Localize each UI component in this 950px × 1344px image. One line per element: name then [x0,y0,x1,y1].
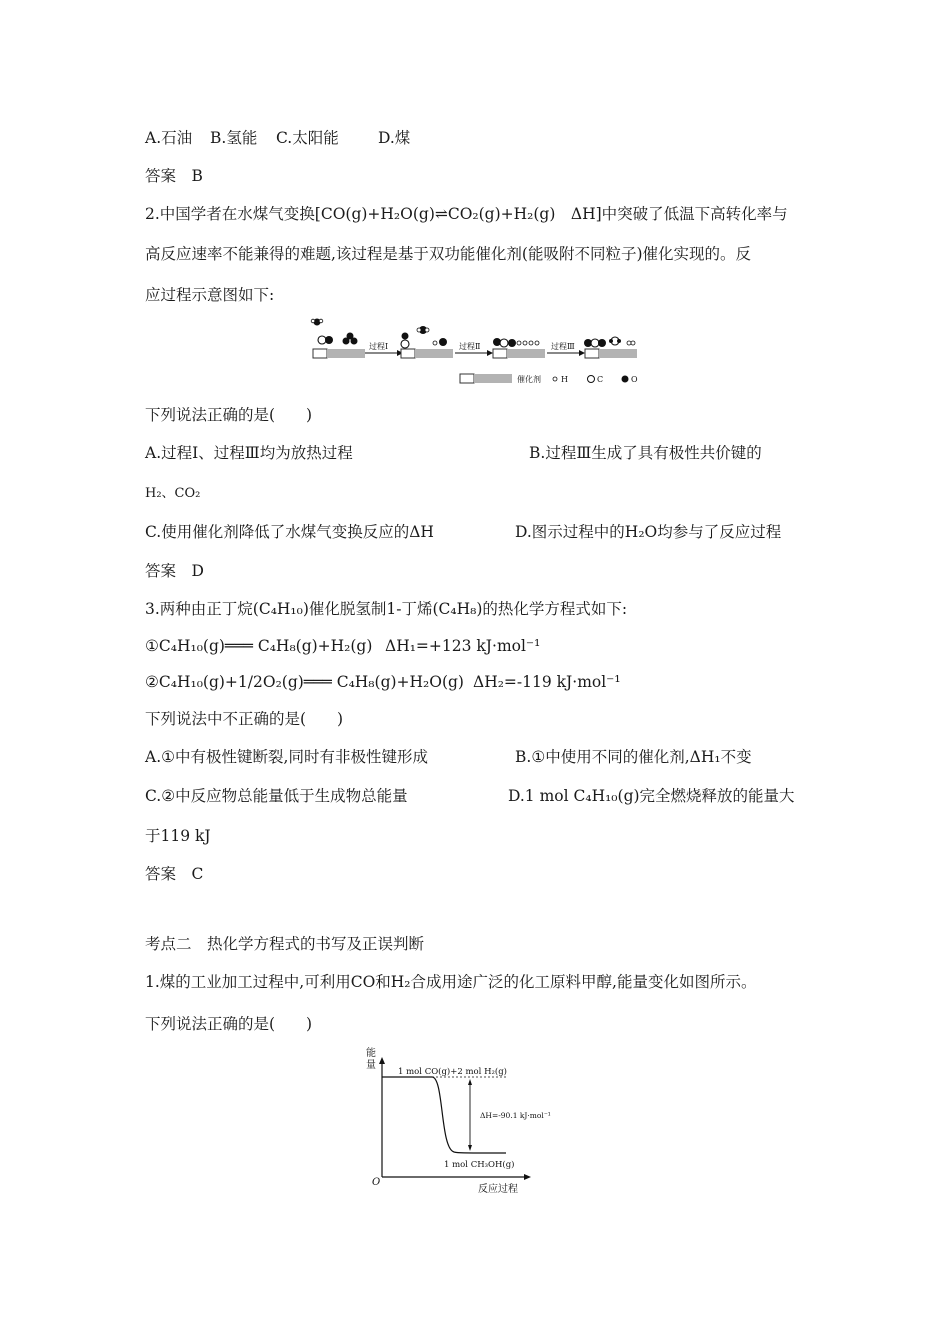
q3-equation-2-dh: ΔH₂=-119 kJ·mol⁻¹ [473,673,621,691]
legend-h-label: H [561,375,568,384]
legend-catalyst-swatch [460,374,474,383]
q2-answer: 答案 D [145,562,204,580]
q2-stem-line1: 2.中国学者在水煤气变换[CO(g)+H₂O(g)⇌CO₂(g)+H₂(g) ΔH]中突破了低温下高转化率与 [145,205,788,223]
process1-label: 过程Ⅰ [369,342,389,351]
q2-option-c: C.使用催化剂降低了水煤气变换反应的ΔH [145,523,434,541]
q2-option-b-line2: H₂、CO₂ [145,486,201,501]
prev-option-a: A.石油 [145,129,193,147]
product-label: 1 mol CH₃OH(g) [444,1160,515,1170]
section2-heading: 考点二 热化学方程式的书写及正误判断 [145,935,425,953]
legend-c-label: C [597,375,604,384]
q2-option-b-line1: B.过程Ⅲ生成了具有极性共价键的 [529,444,762,462]
q3-equation-1: ①C₄H₁₀(g)═══ C₄H₈(g)+H₂(g) [145,637,373,655]
y-axis-label-1: 能 [366,1048,376,1059]
q2-prompt: 下列说法正确的是( ) [145,406,313,424]
prev-option-c: C.太阳能 [276,129,339,147]
process2-label: 过程Ⅱ [459,342,481,351]
q3-option-c: C.②中反应物总能量低于生成物总能量 [145,787,408,805]
q3-prompt: 下列说法中不正确的是( ) [145,710,344,728]
x-axis-label: 反应过程 [478,1184,518,1195]
q3-equation-2: ②C₄H₁₀(g)+1/2O₂(g)═══ C₄H₈(g)+H₂O(g) [145,673,464,691]
process3-label: 过程Ⅲ [551,342,575,351]
origin-label: O [372,1177,381,1188]
prev-answer: 答案 B [145,167,203,185]
q3-equation-1-dh: ΔH₁=+123 kJ·mol⁻¹ [385,637,541,655]
q3-option-b: B.①中使用不同的催化剂,ΔH₁不变 [515,748,752,766]
reaction-process-figure [305,318,650,390]
q2-option-d: D.图示过程中的H₂O均参与了反应过程 [515,523,782,541]
section2-q1-prompt: 下列说法正确的是( ) [145,1015,313,1033]
q3-option-d-line2: 于119 kJ [145,827,211,845]
reactant-label: 1 mol CO(g)+2 mol H₂(g) [398,1067,507,1077]
legend-catalyst-label: 催化剂 [517,375,541,384]
q3-option-a: A.①中有极性键断裂,同时有非极性键形成 [145,748,428,766]
q2-option-a: A.过程Ⅰ、过程Ⅲ均为放热过程 [145,444,353,462]
c-atom-icon [318,336,326,344]
q3-stem: 3.两种由正丁烷(C₄H₁₀)催化脱氢制1-丁烯(C₄H₈)的热化学方程式如下: [145,600,628,618]
legend-o-label: O [631,375,638,384]
legend-h-icon [553,377,557,381]
y-axis-label-2: 量 [366,1060,376,1071]
energy-diagram [360,1040,600,1200]
section2-q1-stem: 1.煤的工业加工过程中,可利用CO和H₂合成用途广泛的化工原料甲醇,能量变化如图所示。 [145,973,757,991]
legend-o-icon [622,376,629,383]
q3-option-d-line1: D.1 mol C₄H₁₀(g)完全燃烧释放的能量大 [508,787,795,805]
q3-answer: 答案 C [145,865,204,883]
dh-label: ΔH=-90.1 kJ·mol⁻¹ [480,1111,551,1120]
q2-stem-line2: 高反应速率不能兼得的难题,该过程是基于双功能催化剂(能吸附不同粒子)催化实现的。反 [145,245,752,263]
legend-c-icon [588,376,595,383]
catalyst-site-a [313,349,327,358]
prev-option-d: D.煤 [378,129,411,147]
catalyst-site-b [327,349,365,358]
prev-option-b: B.氢能 [210,129,258,147]
q2-stem-line3: 应过程示意图如下: [145,286,275,304]
